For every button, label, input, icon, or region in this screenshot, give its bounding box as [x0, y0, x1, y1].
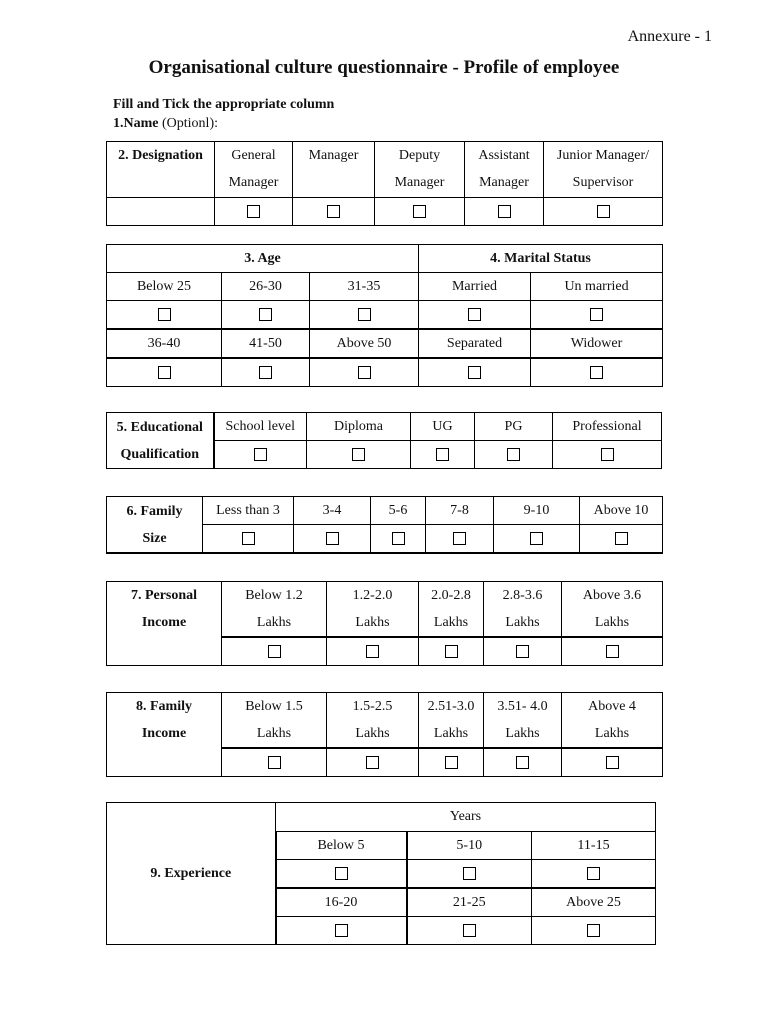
age-option: 26-30: [222, 273, 310, 301]
designation-table: [106, 141, 663, 226]
checkbox[interactable]: [436, 448, 449, 461]
checkbox[interactable]: [606, 645, 619, 658]
checkbox[interactable]: [587, 924, 600, 937]
age-option: Above 50: [310, 329, 419, 358]
checkbox[interactable]: [242, 532, 255, 545]
checkbox[interactable]: [358, 366, 371, 379]
checkbox[interactable]: [516, 645, 529, 658]
family-size-option: Above 10: [580, 497, 663, 525]
experience-option: 11-15: [532, 832, 656, 860]
checkbox[interactable]: [453, 532, 466, 545]
checkbox[interactable]: [335, 867, 348, 880]
family-size-label: 6. Family Size: [107, 497, 203, 554]
age-option: 41-50: [222, 329, 310, 358]
checkbox[interactable]: [158, 366, 171, 379]
family-size-option: 5-6: [371, 497, 426, 525]
family-size-option: 3-4: [294, 497, 371, 525]
family-size-option: Less than 3: [203, 497, 294, 525]
family-income-label: 8. Family Income: [107, 693, 222, 777]
experience-option: Above 25: [532, 888, 656, 917]
checkbox[interactable]: [413, 205, 426, 218]
checkbox[interactable]: [606, 756, 619, 769]
age-option: 31-35: [310, 273, 419, 301]
checkbox[interactable]: [590, 366, 603, 379]
checkbox[interactable]: [615, 532, 628, 545]
checkbox[interactable]: [366, 756, 379, 769]
marital-option: Widower: [531, 329, 663, 358]
personal-income-option: 2.8-3.6 Lakhs: [484, 582, 562, 638]
family-size-table: [106, 496, 663, 554]
personal-income-option: Below 1.2 Lakhs: [222, 582, 327, 638]
instruction-text: Fill and Tick the appropriate column: [113, 97, 335, 112]
checkbox[interactable]: [254, 448, 267, 461]
checkbox[interactable]: [259, 308, 272, 321]
checkbox[interactable]: [601, 448, 614, 461]
marital-option: Married: [419, 273, 531, 301]
family-income-option: 2.51-3.0 Lakhs: [419, 693, 484, 749]
checkbox[interactable]: [463, 924, 476, 937]
age-option: 36-40: [107, 329, 222, 358]
education-option: School level: [214, 413, 307, 441]
family-size-option: 7-8: [426, 497, 494, 525]
experience-header: Years: [276, 803, 656, 832]
name-hint: (Optionl):: [162, 116, 218, 131]
marital-option: Separated: [419, 329, 531, 358]
education-option: UG: [411, 413, 475, 441]
family-size-option: 9-10: [494, 497, 580, 525]
annexure-label: Annexure - 1: [627, 28, 712, 45]
checkbox[interactable]: [590, 308, 603, 321]
experience-label: 9. Experience: [107, 803, 276, 945]
personal-income-option: Above 3.6 Lakhs: [562, 582, 663, 638]
designation-option: Manager: [293, 142, 375, 198]
education-label: 5. Educational Qualification: [107, 413, 214, 469]
checkbox[interactable]: [445, 756, 458, 769]
designation-label: 2. Designation: [107, 142, 215, 198]
designation-option: Assistant Manager: [465, 142, 544, 198]
experience-option: 16-20: [276, 888, 407, 917]
experience-option: 21-25: [407, 888, 532, 917]
age-label: 3. Age: [107, 245, 419, 273]
personal-income-label: 7. Personal Income: [107, 582, 222, 666]
checkbox[interactable]: [498, 205, 511, 218]
family-income-table: [106, 692, 663, 777]
designation-option: Deputy Manager: [375, 142, 465, 198]
experience-table: [106, 802, 656, 945]
checkbox[interactable]: [268, 645, 281, 658]
designation-option: General Manager: [215, 142, 293, 198]
checkbox[interactable]: [268, 756, 281, 769]
name-label: 1.Name: [113, 116, 159, 131]
checkbox[interactable]: [352, 448, 365, 461]
marital-option: Un married: [531, 273, 663, 301]
family-income-option: 1.5-2.5 Lakhs: [327, 693, 419, 749]
checkbox[interactable]: [597, 205, 610, 218]
checkbox[interactable]: [247, 205, 260, 218]
personal-income-option: 1.2-2.0 Lakhs: [327, 582, 419, 638]
checkbox[interactable]: [335, 924, 348, 937]
education-option: Professional: [553, 413, 662, 441]
checkbox[interactable]: [158, 308, 171, 321]
age-option: Below 25: [107, 273, 222, 301]
checkbox[interactable]: [463, 867, 476, 880]
name-row: [113, 116, 218, 132]
checkbox[interactable]: [468, 366, 481, 379]
age-marital-table: [106, 244, 663, 387]
personal-income-table: [106, 581, 663, 666]
checkbox[interactable]: [530, 532, 543, 545]
family-income-option: Above 4 Lakhs: [562, 693, 663, 749]
checkbox[interactable]: [468, 308, 481, 321]
education-table: [106, 412, 662, 469]
checkbox[interactable]: [516, 756, 529, 769]
checkbox[interactable]: [358, 308, 371, 321]
education-option: PG: [475, 413, 553, 441]
checkbox[interactable]: [445, 645, 458, 658]
family-income-option: 3.51- 4.0 Lakhs: [484, 693, 562, 749]
experience-option: 5-10: [407, 832, 532, 860]
checkbox[interactable]: [587, 867, 600, 880]
checkbox[interactable]: [507, 448, 520, 461]
checkbox[interactable]: [327, 205, 340, 218]
checkbox[interactable]: [326, 532, 339, 545]
education-option: Diploma: [307, 413, 411, 441]
page-title: Organisational culture questionnaire - Profile of employee: [148, 57, 620, 78]
experience-option: Below 5: [276, 832, 407, 860]
marital-label: 4. Marital Status: [419, 245, 663, 273]
checkbox[interactable]: [259, 366, 272, 379]
personal-income-option: 2.0-2.8 Lakhs: [419, 582, 484, 638]
checkbox[interactable]: [392, 532, 405, 545]
family-income-option: Below 1.5 Lakhs: [222, 693, 327, 749]
designation-option: Junior Manager/ Supervisor: [544, 142, 663, 198]
checkbox[interactable]: [366, 645, 379, 658]
